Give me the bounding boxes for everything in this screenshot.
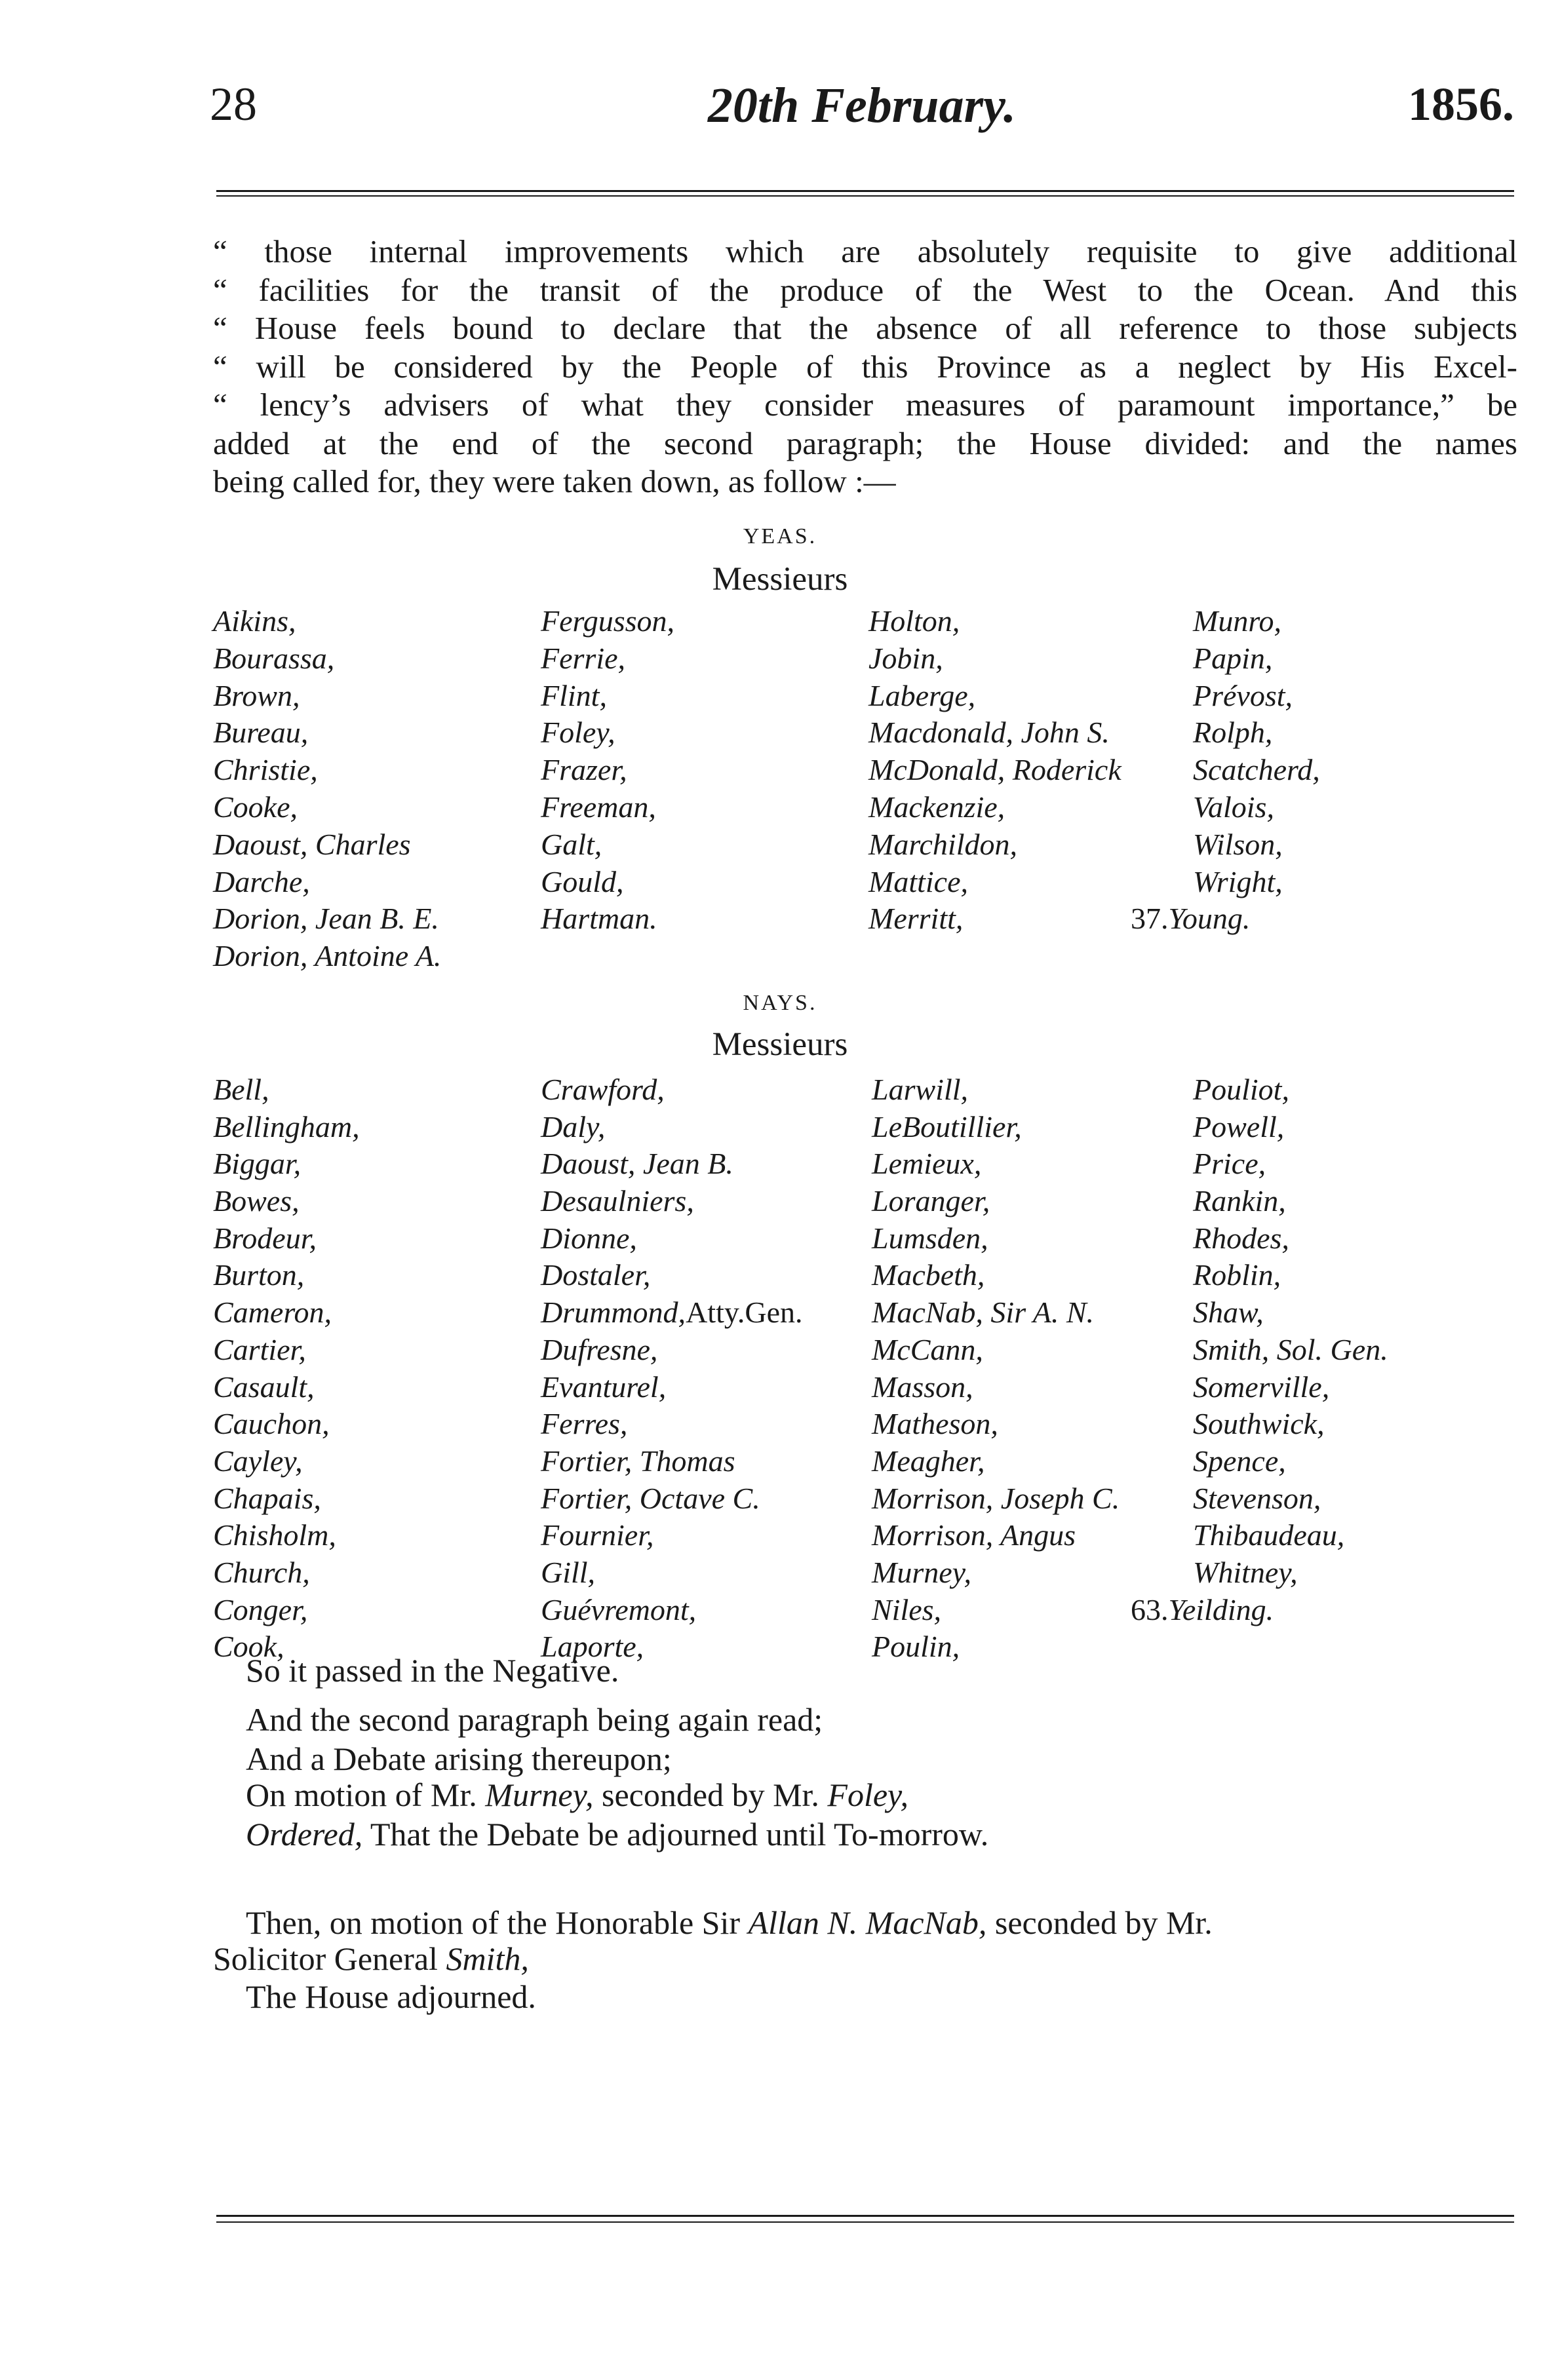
member-name: Brodeur, [213, 1221, 317, 1255]
member-name: Daoust, Charles [213, 827, 411, 861]
member-name: Crawford, [541, 1073, 665, 1106]
adjournment-motion-line: Then, on motion of the Honorable Sir Allan N. MacNab, seconded by Mr. [246, 1904, 1213, 1941]
member-name: Bureau, [213, 716, 309, 750]
intro-paragraph [213, 233, 1517, 501]
member-name: Bowes, [213, 1184, 300, 1218]
member-name: Morrison, Joseph C. [872, 1481, 1120, 1515]
member-name: Holton, [868, 604, 960, 638]
page-number: 28 [210, 78, 257, 130]
member-name: Foley, [541, 716, 615, 750]
member-name: Flint, [541, 678, 607, 712]
member-name: Macdonald, John S. [868, 716, 1110, 750]
seconder-name: Smith, [446, 1940, 529, 1977]
member-name: Loranger, [872, 1184, 990, 1218]
member-name: Powell, [1193, 1109, 1285, 1143]
member-name: Thibaudeau, [1193, 1518, 1345, 1552]
member-name: LeBoutillier, [872, 1109, 1022, 1143]
member-name: Fortier, Thomas [541, 1444, 735, 1478]
member-name: Christie, [213, 753, 318, 787]
member-name: Biggar, [213, 1147, 302, 1181]
member-name: Freeman, [541, 790, 656, 824]
member-name: Masson, [872, 1370, 973, 1404]
member-name: Gill, [541, 1555, 596, 1589]
page-date: 20th February. [707, 78, 1017, 133]
member-name: Spence, [1193, 1444, 1286, 1478]
member-name: Chapais, [213, 1481, 321, 1515]
member-name: Niles, [872, 1592, 942, 1626]
debate-line: And a Debate arising thereupon; [246, 1740, 672, 1777]
member-name: Murney, [872, 1555, 972, 1589]
member-name: Casault, [213, 1370, 315, 1404]
member-name: Pouliot, [1193, 1073, 1289, 1106]
nays-messieurs: Messieurs [712, 1026, 848, 1063]
member-name: Church, [213, 1555, 310, 1589]
member-name: Rhodes, [1193, 1221, 1289, 1255]
nays-column-3 [872, 1071, 1120, 1666]
member-name: Gould, [541, 864, 624, 898]
mover-name: Allan N. MacNab, [748, 1904, 987, 1941]
intro-line: “ facilities for the transit of the produce of the West to the Ocean. And this [213, 271, 1517, 308]
member-name: Poulin, [872, 1630, 960, 1664]
member-name: Evanturel, [541, 1370, 667, 1404]
member-name: Laberge, [868, 678, 976, 712]
yeas-column-4 [1131, 603, 1320, 938]
member-name: Daoust, Jean B. [541, 1147, 733, 1181]
member-name: Jobin, [868, 641, 943, 675]
yeas-column-2 [541, 603, 674, 938]
mover-name: Murney, [485, 1776, 594, 1813]
member-name: Cartier, [213, 1332, 306, 1366]
member-name: Hartman. [541, 902, 657, 936]
member-name: Burton, [213, 1258, 305, 1292]
nays-column-2 [541, 1071, 803, 1666]
yeas-count: 37. [1131, 902, 1169, 936]
member-name: Daly, [541, 1109, 606, 1143]
member-name: Smith, Sol. Gen. [1193, 1332, 1388, 1366]
header-rule-thin [216, 195, 1514, 197]
member-name: Merritt, [868, 902, 964, 936]
member-name: Meagher, [872, 1444, 985, 1478]
solicitor-line: Solicitor General Smith, [213, 1940, 529, 1977]
header-rule [216, 190, 1514, 192]
member-name: Macbeth, [872, 1258, 985, 1292]
member-name: Price, [1193, 1147, 1266, 1181]
member-name: Morrison, Angus [872, 1518, 1076, 1552]
member-name: Matheson, [872, 1407, 998, 1441]
member-name-with-count: 63.Yeilding. [1131, 1592, 1274, 1626]
member-name: Fortier, Octave C. [541, 1481, 760, 1515]
member-name: Somerville, [1193, 1370, 1330, 1404]
member-name: Mattice, [868, 864, 968, 898]
second-read-line: And the second paragraph being again read; [246, 1701, 823, 1738]
member-name-with-count: 37.Young. [1131, 902, 1251, 936]
member-name: Valois, [1193, 790, 1274, 824]
nays-column-1 [213, 1071, 360, 1666]
member-name: Rolph, [1193, 716, 1273, 750]
member-name: Galt, [541, 827, 602, 861]
member-name: Mackenzie, [868, 790, 1005, 824]
member-name: Munro, [1193, 604, 1282, 638]
member-name: Stevenson, [1193, 1481, 1321, 1515]
yeas-column-1 [213, 603, 441, 975]
member-name: Ferres, [541, 1407, 628, 1441]
member-name: Dostaler, [541, 1258, 651, 1292]
intro-line: “ House feels bound to declare that the absence of all reference to those subjects [213, 310, 1517, 346]
member-name: Desaulniers, [541, 1184, 694, 1218]
member-name: Bell, [213, 1073, 269, 1106]
atty-gen-label: Atty.Gen. [686, 1296, 803, 1330]
member-name-with-title [541, 1294, 803, 1332]
member-name: Frazer, [541, 753, 627, 787]
member-name: Southwick, [1193, 1407, 1325, 1441]
member-name: MacNab, Sir A. N. [872, 1296, 1095, 1330]
member-name: Bellingham, [213, 1109, 360, 1143]
member-name: Conger, [213, 1592, 308, 1626]
member-name: Guévremont, [541, 1592, 697, 1626]
negative-line: So it passed in the Negative. [246, 1652, 619, 1689]
intro-line: added at the end of the second paragraph; the House divided: and the names [213, 425, 1517, 461]
page-year: 1856. [1408, 78, 1514, 130]
nays-column-4 [1131, 1071, 1388, 1628]
member-name: Cooke, [213, 790, 298, 824]
member-name: Wilson, [1193, 827, 1283, 861]
adjourned-line: The House adjourned. [246, 1978, 536, 2015]
nays-heading: NAYS. [743, 991, 817, 1015]
member-name: Dufresne, [541, 1332, 658, 1366]
intro-line: “ those internal improvements which are absolutely requisite to give additional [213, 233, 1517, 269]
member-name: Brown, [213, 678, 300, 712]
member-name: Roblin, [1193, 1258, 1281, 1292]
member-name: McCann, [872, 1332, 983, 1366]
intro-line: “ lency’s advisers of what they consider measures of paramount importance,” be [213, 387, 1517, 423]
member-name: Rankin, [1193, 1184, 1286, 1218]
seconder-name: Foley, [827, 1776, 908, 1813]
member-name: Prévost, [1193, 678, 1293, 712]
yeas-column-3 [868, 603, 1121, 938]
member-name: Larwill, [872, 1073, 969, 1106]
member-name: Wright, [1193, 864, 1283, 898]
intro-line: “ will be considered by the People of this Province as a neglect by His Excel- [213, 348, 1517, 385]
ordered-line: Ordered, That the Debate be adjourned until To-morrow. [246, 1816, 989, 1852]
member-name: Lumsden, [872, 1221, 988, 1255]
member-name: Dorion, Jean B. E. [213, 902, 439, 936]
member-name: Whitney, [1193, 1555, 1298, 1589]
member-name: Shaw, [1193, 1296, 1264, 1330]
member-name: Cook, [213, 1630, 284, 1664]
motion-line: On motion of Mr. Murney, seconded by Mr. Foley, [246, 1776, 908, 1813]
yeas-messieurs: Messieurs [712, 561, 848, 598]
member-name: Bourassa, [213, 641, 335, 675]
member-name: Cauchon, [213, 1407, 330, 1441]
nays-count: 63. [1131, 1592, 1169, 1626]
member-name: Laporte, [541, 1630, 644, 1664]
member-name: Drummond, [541, 1296, 686, 1330]
member-name: Marchildon, [868, 827, 1017, 861]
intro-line: being called for, they were taken down, as follow :— [213, 463, 896, 499]
member-name: Scatcherd, [1193, 753, 1320, 787]
member-name: Fournier, [541, 1518, 654, 1552]
member-name: Dionne, [541, 1221, 637, 1255]
member-name: Dorion, Antoine A. [213, 939, 442, 973]
member-name: Aikins, [213, 604, 296, 638]
member-name: Darche, [213, 864, 310, 898]
footer-rule-thin [216, 2221, 1514, 2223]
member-name: Chisholm, [213, 1518, 336, 1552]
member-name: Ferrie, [541, 641, 626, 675]
member-name: Cayley, [213, 1444, 303, 1478]
yeas-heading: YEAS. [743, 524, 817, 548]
member-name: Lemieux, [872, 1147, 982, 1181]
footer-rule [216, 2215, 1514, 2217]
member-name: Fergusson, [541, 604, 675, 638]
member-name: Papin, [1193, 641, 1273, 675]
page-header [210, 77, 1514, 149]
member-name: McDonald, Roderick [868, 753, 1121, 787]
member-name: Cameron, [213, 1296, 332, 1330]
